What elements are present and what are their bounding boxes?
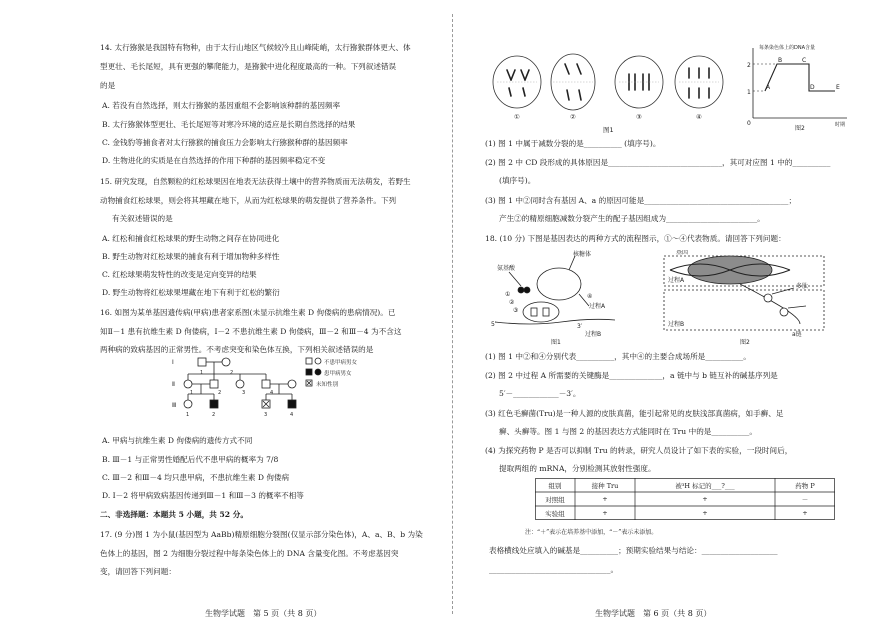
figure2-caption: 图2 bbox=[795, 125, 805, 132]
q15-option-a: A. 红松和捕食红松球果的野生动物之间存在协同进化 bbox=[102, 234, 280, 243]
q15-option-c: C. 红松球果萌发特性的改变是定向变异的结果 bbox=[102, 270, 257, 279]
pedigree-num-i2: 2 bbox=[230, 370, 234, 376]
pedigree-num-ii2: 2 bbox=[218, 390, 222, 396]
chart-point-d: D bbox=[810, 84, 815, 91]
q18-part3: (3) 红色毛癣菌(Tru)是一种人源的皮肤真菌，能引起常见的皮肤浅部真菌病，如手癣、足 bbox=[485, 409, 784, 418]
table-row1-drug: － bbox=[801, 496, 809, 504]
q18-part2: (2) 图 2 中过程 A 所需要的关键酶是______________，a 链中与 b 链互补的碱基序列是 bbox=[485, 371, 778, 380]
label-c2: ② bbox=[509, 299, 515, 306]
label-gene: 基因 bbox=[676, 250, 689, 256]
label-a-chain: a链 bbox=[792, 331, 802, 338]
pedigree-ii5 bbox=[288, 380, 296, 388]
q16-option-b: B. Ⅲ－1 与正常男性婚配后代不患甲病的概率为 7/8 bbox=[102, 455, 279, 464]
cell-label-3: ③ bbox=[636, 113, 642, 121]
cell-2 bbox=[551, 54, 595, 110]
chart-point-e: E bbox=[836, 84, 840, 91]
label-amino-acid: 氨基酸 bbox=[497, 265, 516, 272]
q15-stem-line3: 有关叙述错误的是 bbox=[112, 214, 173, 223]
pedigree-ii3 bbox=[236, 380, 244, 388]
q18-figure1-caption: 图1 bbox=[551, 339, 561, 346]
q17-stem-line1: 17. (9 分)图 1 为小鼠(基因型为 AaBb)精原细胞分裂图(仅显示部分染色体)，A、a、B、b 为染 bbox=[100, 530, 423, 539]
label-process-a: 过程A bbox=[589, 303, 606, 310]
amino-acid bbox=[518, 287, 524, 293]
pedigree-num-ii4: 4 bbox=[270, 390, 274, 396]
label-c3: ③ bbox=[513, 307, 519, 314]
q17-figure2-chart bbox=[743, 42, 861, 134]
table-header-drug: 药物 P bbox=[795, 482, 815, 490]
label-ribosome: 核糖体 bbox=[573, 251, 592, 258]
q17-part3-cont: 产生②的精原细胞减数分裂产生的配子基因组成为________________________。 bbox=[499, 214, 765, 223]
figure1-caption: 图1 bbox=[603, 126, 614, 134]
pedigree-num-iii4: 4 bbox=[290, 412, 294, 418]
table-header-labeled: 被³H 标记的___?___ bbox=[675, 482, 735, 490]
q18-figure2-transcription bbox=[660, 250, 830, 346]
label-5prime: 5′ bbox=[491, 321, 497, 328]
q15-option-d: D. 野生动物将红松球果埋藏在地下有利于红松的繁衍 bbox=[102, 288, 280, 297]
q14-stem-line3: 的是 bbox=[100, 81, 116, 90]
pedigree-iii2-affected bbox=[210, 400, 218, 408]
table-row2-labeled: + bbox=[702, 509, 708, 517]
pedigree-gen-i: Ⅰ bbox=[172, 359, 174, 366]
pedigree-ii2 bbox=[210, 380, 218, 388]
q17-stem-line3: 变，请回答下列问题： bbox=[100, 567, 176, 576]
section-heading: 二、非选择题：本题共 5 小题，共 52 分。 bbox=[100, 510, 248, 519]
label-c4: ④ bbox=[587, 293, 593, 300]
page-footer-left: 生物学试题 第 5 页（共 8 页） bbox=[205, 609, 322, 618]
q18-stem: 18. (10 分) 下图是基因表达的两种方式的流程图示，①～④代表物质。请回答下列问题： bbox=[485, 234, 786, 243]
cell-label-4: ④ bbox=[696, 113, 702, 121]
pedigree-legend-normal: 不患甲病男女 bbox=[324, 360, 358, 366]
pedigree-num-iii2: 2 bbox=[212, 412, 216, 418]
chart-origin: 0 bbox=[747, 120, 751, 127]
table-row1-inoculate: + bbox=[602, 495, 608, 503]
q18-figure2-caption: 图2 bbox=[740, 339, 750, 346]
q14-option-a: A. 若没有自然选择，则太行猕猴的基因重组不会影响该种群的基因频率 bbox=[102, 101, 341, 110]
ribosome-large bbox=[537, 268, 581, 300]
table-row2-drug: + bbox=[802, 509, 808, 517]
table-row2-inoculate: + bbox=[602, 509, 608, 517]
chart-dna-line bbox=[765, 64, 835, 91]
q14-option-c: C. 金钱豹等捕食者对太行猕猴的捕食压力会影响太行猕猴种群的基因频率 bbox=[102, 138, 348, 147]
q16-option-c: C. Ⅲ－2 和Ⅲ－4 均只患甲病，不患抗维生素 D 佝偻病 bbox=[102, 473, 290, 482]
label-process-b: 过程B bbox=[585, 331, 602, 338]
pedigree-num-iii1: 1 bbox=[186, 412, 190, 418]
q16-option-d: D. Ⅰ－2 将甲病致病基因传递到Ⅲ－1 和Ⅲ－3 的概率不相等 bbox=[102, 491, 304, 500]
page-gutter bbox=[452, 14, 453, 614]
q16-option-a: A. 甲病与抗维生素 D 佝偻病的遗传方式不同 bbox=[102, 436, 253, 445]
pedigree-num-i1: 1 bbox=[200, 370, 204, 376]
pedigree-ii4 bbox=[262, 380, 270, 388]
pedigree-num-ii3: 3 bbox=[242, 390, 246, 396]
q17-part1: (1) 图 1 中属于减数分裂的是__________ (填序号)。 bbox=[485, 139, 661, 148]
table-row1-labeled: + bbox=[702, 495, 708, 503]
pedigree-gen-iii: Ⅲ bbox=[172, 402, 177, 409]
table-header-group: 组别 bbox=[548, 482, 562, 490]
q16-stem-line1: 16. 如图为某单基因遗传病(甲病)患者家系图(未显示抗维生素 D 佝偻病的患病情况)。已 bbox=[100, 308, 396, 317]
q15-stem-line1: 15. 研究发现，自然颗粒的红松球果因在地表无法获得土壤中的营养物质而无法萌发，若野生 bbox=[100, 177, 411, 186]
label-3prime: 3′ bbox=[577, 323, 583, 330]
label-c1: ① bbox=[505, 291, 511, 298]
chart-point-c: C bbox=[802, 57, 807, 64]
experiment-table bbox=[535, 478, 835, 520]
q14-stem-line1: 14. 太行猕猴是我国特有物种，由于太行山地区气候较冷且山峰陡峭，太行猕猴群体更大、体 bbox=[100, 43, 411, 52]
table-note: 注：“＋”表示在培养基中添加，“－”表示未添加。 bbox=[525, 529, 658, 536]
q17-stem-line2: 色体上的基因，图 2 为细胞分裂过程中每条染色体上的 DNA 含量变化图。不考虑基因突 bbox=[100, 549, 399, 558]
q18-part2-cont: 5′－____________－3′。 bbox=[499, 389, 581, 398]
q14-option-b: B. 太行猕猴体型更壮、毛长尾短等对寒冷环境的适应是长期自然选择的结果 bbox=[102, 120, 356, 129]
pedigree-legend-affected: 患甲病男女 bbox=[324, 371, 352, 377]
q16-stem-line2: 知Ⅱ－1 患有抗维生素 D 佝偻病，Ⅰ－2 不患抗维生素 D 佝偻病，Ⅲ－2 和Ⅲ－4 为不含这 bbox=[100, 327, 402, 336]
q18-figure1-translation bbox=[491, 250, 621, 346]
ribosome-small bbox=[523, 302, 559, 322]
mrna-strand bbox=[495, 319, 615, 324]
pedigree-i1-male bbox=[198, 358, 206, 366]
label-peptide: 多肽 bbox=[796, 283, 809, 290]
q18-part4: (4) 为探究药物 P 是否可以抑制 Tru 的转录，研究人员设计了如下表的实验，一段时间后， bbox=[485, 446, 793, 455]
label-process-a-2: 过程A bbox=[668, 277, 685, 284]
table-row1-group: 对照组 bbox=[545, 496, 565, 504]
pedigree-iii4-affected bbox=[288, 400, 296, 408]
label-process-b-2: 过程B bbox=[668, 321, 685, 328]
pedigree-chart bbox=[170, 356, 370, 428]
q17-part3: (3) 图 1 中②同时含有基因 A、a 的原因可能是______________________________________； bbox=[485, 196, 797, 205]
chart-point-a: A bbox=[766, 84, 771, 91]
chart-y-tick-1: 1 bbox=[747, 89, 751, 96]
pedigree-legend-unknown: 未知性别 bbox=[316, 382, 339, 388]
chart-y-tick-2: 2 bbox=[747, 62, 751, 69]
pedigree-num-ii1: 1 bbox=[190, 390, 194, 396]
q17-part2-cont: (填序号)。 bbox=[499, 176, 536, 185]
q18-part5: 表格横线处应填入的碱基是__________；预期实验结果与结论：____________________ bbox=[489, 546, 778, 555]
pedigree-gen-ii: Ⅱ bbox=[172, 381, 175, 388]
chart-x-label: 时期 bbox=[835, 122, 846, 128]
q17-part2: (2) 图 2 中 CD 段形成的具体原因是______________________________，其可对应图 1 中的__________ bbox=[485, 158, 831, 167]
q15-option-b: B. 野生动物对红松球果的捕食有利于增加物种多样性 bbox=[102, 252, 280, 261]
chart-y-label: 每条染色体上的DNA含量 bbox=[759, 45, 816, 51]
cell-label-2: ② bbox=[570, 113, 576, 121]
pedigree-num-iii3: 3 bbox=[264, 412, 268, 418]
cell-label-1: ① bbox=[514, 113, 520, 121]
q18-part1: (1) 图 1 中②和④分别代表__________，其中④的主要合成场所是__________。 bbox=[485, 352, 751, 361]
q18-part4-cont: 提取两组的 mRNA，分别检测其放射性强度。 bbox=[499, 464, 656, 473]
table-row2-group: 实验组 bbox=[545, 510, 565, 518]
q17-figure1-cells bbox=[489, 50, 729, 136]
q14-option-d: D. 生物进化的实质是在自然选择的作用下种群的基因频率稳定不变 bbox=[102, 156, 326, 165]
table-header-inoculate: 接种 Tru bbox=[591, 482, 619, 490]
pedigree-ii1 bbox=[184, 380, 192, 388]
q18-part5-cont: ________________________________。 bbox=[489, 565, 619, 574]
q18-part3-cont: 癣、头癣等。图 1 与图 2 的基因表达方式能同时在 Tru 中的是__________。 bbox=[499, 427, 757, 436]
pedigree-iii1 bbox=[184, 400, 192, 408]
pedigree-i2-female bbox=[222, 358, 230, 366]
q14-stem-line2: 型更壮、毛长尾短，具有更强的攀爬能力，是猕猴中进化程度最高的一种。下列叙述错误 bbox=[100, 62, 397, 71]
chart-point-b: B bbox=[778, 57, 783, 64]
q16-stem-line3: 两种病的致病基因的正常男性。不考虑突变和染色体互换，下列相关叙述错误的是 bbox=[100, 345, 374, 354]
page-footer-right: 生物学试题 第 6 页（共 8 页） bbox=[595, 609, 712, 618]
q15-stem-line2: 动物捕食红松球果，则会将其埋藏在地下，从而为红松球果的萌发提供了营养条件。下列 bbox=[100, 196, 397, 205]
right-page bbox=[455, 0, 870, 630]
